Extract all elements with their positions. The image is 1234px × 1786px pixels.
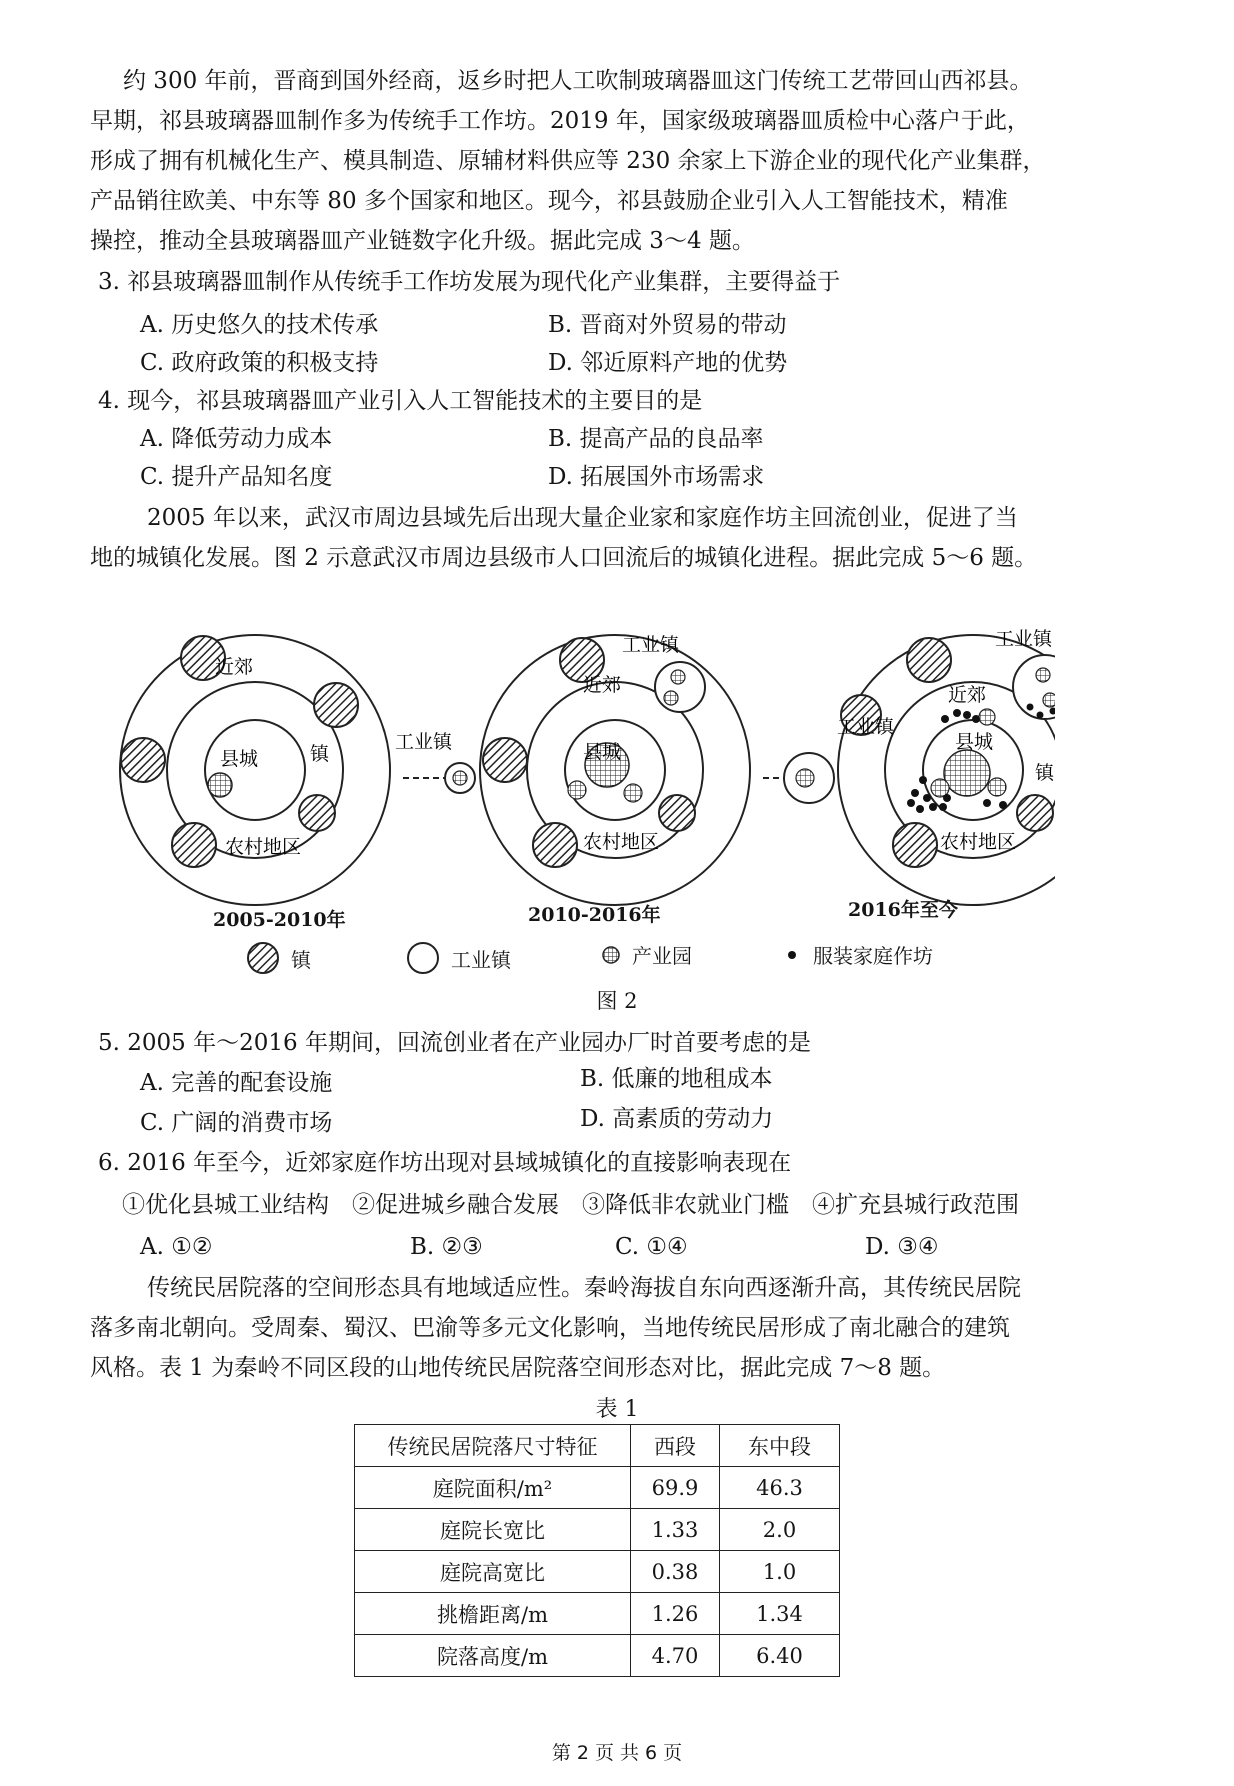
q3-option-a: A. 历史悠久的技术传承	[140, 312, 379, 338]
question-6-stem: 6. 2016 年至今，近郊家庭作坊出现对县域城镇化的直接影响表现在	[98, 1150, 792, 1176]
table-1	[354, 1424, 840, 1677]
table-row	[355, 1593, 840, 1635]
question-5-stem: 5. 2005 年～2016 年期间，回流创业者在产业园办厂时首要考虑的是	[98, 1030, 811, 1056]
q3-option-b: B. 晋商对外贸易的带动	[548, 312, 787, 338]
legend-park: 产业园	[600, 940, 692, 969]
question-4-stem: 4. 现今，祁县玻璃器皿产业引入人工智能技术的主要目的是	[98, 388, 703, 414]
town-label: 镇	[310, 743, 330, 765]
passage3-line: 传统民居院落的空间形态具有地域适应性。秦岭海拔自东向西逐渐升高，其传统民居院	[147, 1275, 1021, 1301]
table-row	[355, 1467, 840, 1509]
near-suburb-label: 近郊	[215, 656, 254, 678]
q6-option-b: B. ②③	[410, 1234, 483, 1260]
industrial-town-marker	[655, 662, 705, 712]
table-row	[355, 1551, 840, 1593]
q5-option-d: D. 高素质的劳动力	[580, 1106, 774, 1132]
table-caption: 表 1	[595, 1397, 639, 1422]
q4-option-a: A. 降低劳动力成本	[140, 426, 333, 452]
park-marker	[979, 709, 995, 725]
town-marker	[314, 683, 358, 727]
legend-industrial-town: 工业镇	[405, 940, 511, 976]
park-marker	[453, 771, 467, 785]
stage-1-caption: 2005-2010年	[213, 909, 346, 931]
q5-option-b: B. 低廉的地租成本	[580, 1066, 773, 1092]
page-footer: 第 2 页 共 6 页	[551, 1742, 683, 1764]
park-marker	[671, 670, 685, 684]
q4-option-d: D. 拓展国外市场需求	[548, 464, 765, 490]
town-marker	[172, 823, 216, 867]
park-marker	[664, 691, 678, 705]
table-cell: 庭院长宽比	[355, 1509, 631, 1551]
park-marker	[796, 769, 814, 787]
near-suburb-label: 近郊	[583, 674, 622, 696]
stage-3-diagram	[784, 628, 1055, 905]
passage1-line: 操控，推动全县玻璃器皿产业链数字化升级。据此完成 3～4 题。	[90, 228, 755, 254]
rural-label: 农村地区	[225, 836, 302, 858]
passage1-line: 早期，祁县玻璃器皿制作多为传统手工作坊。2019 年，国家级玻璃器皿质检中心落户于此，	[90, 108, 1030, 134]
table-cell: 1.34	[720, 1593, 840, 1635]
table-header-cell: 西段	[631, 1425, 720, 1467]
passage1-line: 形成了拥有机械化生产、模具制造、原辅材料供应等 230 余家上下游企业的现代化产业集群，	[90, 148, 1046, 174]
town-label: 镇	[1035, 762, 1055, 784]
table-cell: 0.38	[631, 1551, 720, 1593]
town-marker	[659, 795, 695, 831]
town-marker	[483, 738, 527, 782]
table-row	[355, 1635, 840, 1677]
stage-1-diagram	[120, 635, 390, 905]
park-marker	[624, 784, 642, 802]
rural-label: 农村地区	[583, 831, 660, 853]
passage3-line: 风格。表 1 为秦岭不同区段的山地传统民居院落空间形态对比，据此完成 7～8 题。	[90, 1355, 946, 1381]
q4-option-b: B. 提高产品的良品率	[548, 426, 764, 452]
industrial-town-label: 工业镇	[995, 628, 1053, 650]
park-marker	[944, 750, 990, 796]
industrial-town-legend-icon	[405, 940, 441, 976]
passage1-line: 约 300 年前，晋商到国外经商，返乡时把人工吹制玻璃器皿这门传统工艺带回山西祁县。	[123, 68, 1033, 94]
industrial-town-marker	[1013, 655, 1055, 719]
park-legend-icon	[600, 944, 622, 966]
town-marker	[533, 823, 577, 867]
town-marker	[1017, 795, 1053, 831]
table-cell: 1.33	[631, 1509, 720, 1551]
passage3-line: 落多南北朝向。受周秦、蜀汉、巴渝等多元文化影响，当地传统民居形成了南北融合的建筑	[90, 1315, 1010, 1341]
table-cell: 2.0	[720, 1509, 840, 1551]
town-marker	[893, 823, 937, 867]
q6-option-a: A. ①②	[140, 1234, 213, 1260]
table-cell: 69.9	[631, 1467, 720, 1509]
stage-3-caption: 2016年至今	[848, 899, 958, 921]
table-cell: 6.40	[720, 1635, 840, 1677]
stage-2-diagram	[395, 634, 750, 905]
near-suburb-label: 近郊	[948, 684, 987, 706]
park-marker	[1036, 668, 1050, 682]
table-cell: 院落高度/m	[355, 1635, 631, 1677]
rural-label: 农村地区	[940, 831, 1017, 853]
q5-option-c: C. 广阔的消费市场	[140, 1110, 333, 1136]
county-label: 县城	[955, 731, 994, 753]
passage1-line: 产品销往欧美、中东等 80 多个国家和地区。现今，祁县鼓励企业引入人工智能技术，精准	[90, 188, 1008, 214]
industrial-town-label: 工业镇	[622, 634, 680, 656]
park-marker	[988, 778, 1006, 796]
q3-option-d: D. 邻近原料产地的优势	[548, 350, 788, 376]
table-header-cell: 传统民居院落尺寸特征	[355, 1425, 631, 1467]
county-label: 县城	[583, 741, 622, 763]
legend-workshop: 服装家庭作坊	[785, 940, 933, 969]
table-cell: 1.26	[631, 1593, 720, 1635]
table-cell: 庭院面积/m²	[355, 1467, 631, 1509]
table-cell: 1.0	[720, 1551, 840, 1593]
table-cell: 庭院高宽比	[355, 1551, 631, 1593]
q4-option-c: C. 提升产品知名度	[140, 464, 333, 490]
table-cell: 4.70	[631, 1635, 720, 1677]
question-3-stem: 3. 祁县玻璃器皿制作从传统手工作坊发展为现代化产业集群，主要得益于	[98, 269, 841, 295]
passage2-line: 地的城镇化发展。图 2 示意武汉市周边县级市人口回流后的城镇化进程。据此完成 5～6 题。	[90, 545, 1038, 571]
table-header-row	[355, 1425, 840, 1467]
q6-option-c: C. ①④	[615, 1234, 688, 1260]
county-label: 县城	[220, 748, 259, 770]
park-marker	[568, 781, 586, 799]
q3-option-c: C. 政府政策的积极支持	[140, 350, 379, 376]
q5-option-a: A. 完善的配套设施	[140, 1070, 333, 1096]
stage-2-caption: 2010-2016年	[528, 904, 661, 926]
table-cell: 挑檐距离/m	[355, 1593, 631, 1635]
table-header-cell: 东中段	[720, 1425, 840, 1467]
town-marker	[121, 738, 165, 782]
workshop-legend-icon	[785, 948, 799, 962]
passage2-line: 2005 年以来，武汉市周边县域先后出现大量企业家和家庭作坊主回流创业，促进了当	[147, 505, 1018, 531]
legend-town: 镇	[245, 940, 311, 976]
town-marker	[299, 795, 335, 831]
town-marker	[907, 638, 951, 682]
table-cell: 46.3	[720, 1467, 840, 1509]
figure-legend	[245, 940, 1005, 980]
q6-statements: ①优化县城工业结构 ②促进城乡融合发展 ③降低非农就业门槛 ④扩充县城行政范围	[122, 1192, 1019, 1218]
industrial-town-label: 工业镇	[837, 716, 895, 738]
figure-title: 图 2	[596, 989, 638, 1013]
park-marker	[1043, 693, 1055, 707]
industrial-town-label: 工业镇	[395, 731, 453, 753]
q6-option-d: D. ③④	[865, 1234, 939, 1260]
town-legend-icon	[245, 940, 281, 976]
park-marker	[208, 773, 232, 797]
table-row	[355, 1509, 840, 1551]
